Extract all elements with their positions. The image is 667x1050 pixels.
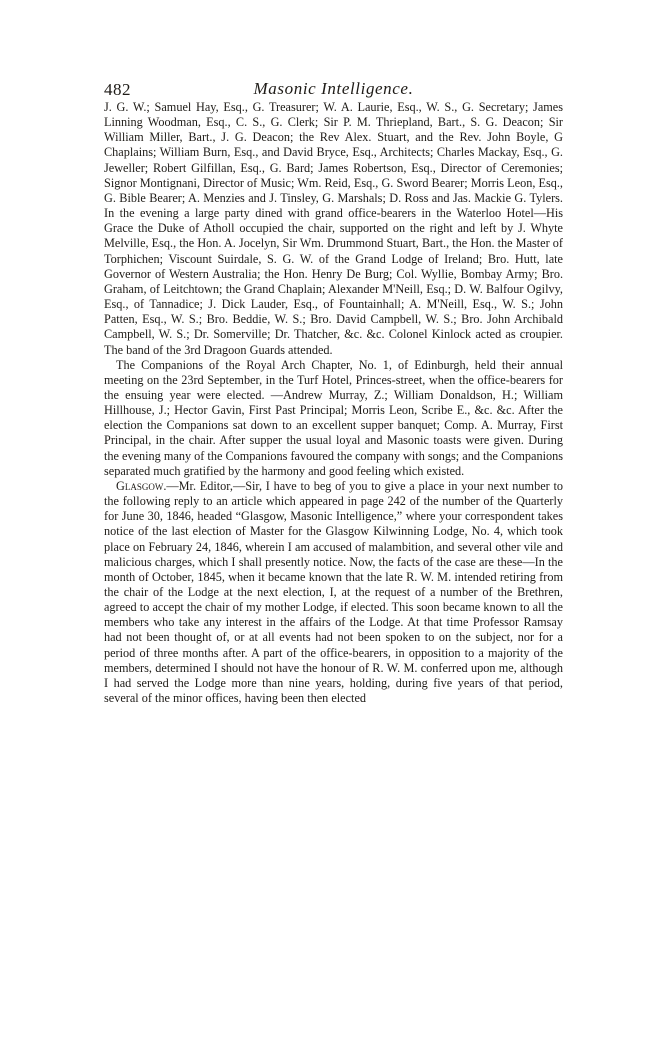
paragraph-glasgow-letter <box>104 479 563 706</box>
page-number: 482 <box>104 80 131 99</box>
glasgow-heading: Glasgow. <box>116 478 167 493</box>
paragraph-royal-arch: The Companions of the Royal Arch Chapter, No. 1, of Edinburgh, held their annual meeting on the 23rd September, in the Turf Hotel, Princes-street, when the office-bearers for the ensuing year were elected. —Andrew Murray, Z.; William Donaldson, H.; William Hillhouse, J.; Hector Gavin, First Past Principal; Morris Leon, Scribe E., &c. &c. After the election the Companions sat down to an excellent supper banquet; Comp. A. Murray, First Principal, in the chair. After supper the usual loyal and Masonic toasts were given. During the evening many of the Companions favoured the company with songs; and the Companions separated much gratified by the harmony and good feeling which existed. <box>104 357 563 478</box>
running-title: Masonic Intelligence. <box>253 79 414 98</box>
glasgow-letter-text: —Mr. Editor,—Sir, I have to beg of you to give a place in your next number to the following reply to an article which appeared in page 242 of the number of the Quarterly for June 30, 1846, headed “Glasgow, Masonic Intelligence,” where your correspondent takes notice of the last election of Master for the Glasgow Kilwinning Lodge, No. 4, which took place on February 24, 1846, wherein I am accused of malambition, and several other vile and malicious charges, which I shall presently notice. Now, the facts of the case are these—In the month of October, 1845, when it became known that the late R. W. M. intended retiring from the chair of the Lodge at the next election, I, at the request of a number of the Brethren, agreed to accept the chair of my mother Lodge, if elected. This soon became known to all the members who take any interest in the affairs of the Lodge. At that time Professor Ramsay had not been thought of, or at all events had not been spoken to on the subject, nor for a period of three months after. A part of the office-bearers, in opposition to a majority of the members, determined I should not have the honour of R. W. M. conferred upon me, although I had served the Lodge more than nine years, holding, during five years of that period, several of the minor offices, having been then elected <box>104 478 563 706</box>
paragraph-grand-lodge: J. G. W.; Samuel Hay, Esq., G. Treasurer; W. A. Laurie, Esq., W. S., G. Secretary; James Linning Woodman, Esq., C. S., G. Clerk; Sir P. M. Thriepland, Bart., S. G. Deacon; Sir William Miller, Bart., J. G. Deacon; the Rev Alex. Stuart, and the Rev. John Boyle, G Chaplains; William Burn, Esq., and David Bryce, Esq., Architects; Charles Mackay, Esq., G. Jeweller; Robert Gilfillan, Esq., G. Bard; James Robertson, Esq., Director of Ceremonies; Signor Montignani, Director of Music; Wm. Reid, Esq., G. Sword Bearer; Morris Leon, Esq., G. Bible Bearer; A. Menzies and J. Tinsley, G. Marshals; D. Ross and Jas. Mackie G. Tylers. In the evening a large party dined with grand office-bearers in the Waterloo Hotel—His Grace the Duke of Atholl occupied the chair, supported on the right and left by J. Whyte Melville, Esq., the Hon. A. Jocelyn, Sir Wm. Drummond Stuart, Bart., the Hon. the Master of Torphichen; Viscount Suirdale, S. G. W. of the Grand Lodge of Ireland; Bro. Hutt, late Governor of Western Australia; the Hon. Henry De Burg; Col. Wyllie, Bombay Army; Bro. Graham, of Leitchtown; the Grand Chaplain; Alexander M'Neill, Esq.; D. W. Balfour Ogilvy, Esq., of Tannadice; J. Dick Lauder, Esq., of Fountainhall; A. M'Neill, Esq., W. S.; John Patten, Esq., W. S.; Bro. Beddie, W. S.; Bro. David Campbell, W. S.; Bro. John Archibald Campbell, W. S.; Dr. Somerville; Dr. Thatcher, &c. &c. Colonel Kinlock acted as croupier. The band of the 3rd Dragoon Guards attended. <box>104 100 563 357</box>
body-text <box>104 100 563 706</box>
page-header <box>104 70 563 100</box>
